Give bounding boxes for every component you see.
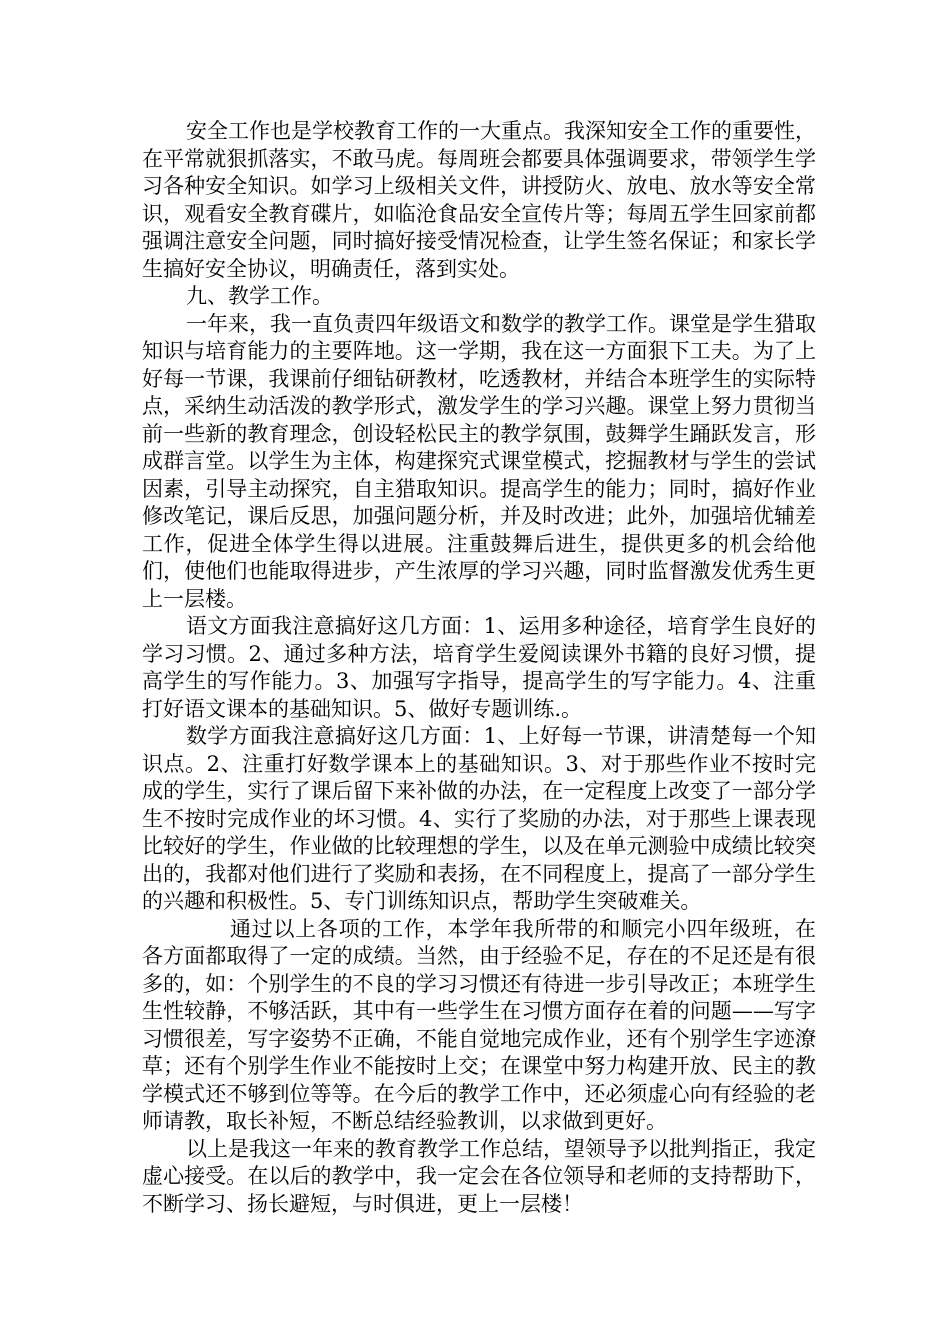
paragraph-achievements-shortcomings: 通过以上各项的工作，本学年我所带的和顺完小四年级班，在各方面都取得了一定的成绩。当然，由于经验不足，存在的不足还是有很多的，如：个别学生的不良的学习习惯还有待进一步引导改正；本班学生生性较静，不够活跃，其中有一些学生在习惯方面存在着的问题——写字习惯很差，写字姿势不正确，不能自觉地完成作业，还有个别学生字迹潦草；还有个别学生作业不能按时上交；在课堂中努力构建开放、民主的教学模式还不够到位等等。在今后的教学工作中，还必须虚心向有经验的老师请教，取长补短，不断总结经验教训，以求做到更好。 [142,916,816,1133]
section-heading-teaching-work: 九、教学工作。 [186,284,333,308]
paragraph-safety-work: 安全工作也是学校教育工作的一大重点。我深知安全工作的重要性，在平常就狠抓落实，不敢马虎。每周班会都要具体强调要求，带领学生学习各种安全知识。如学习上级相关文件，讲授防火、放电、放水等安全常识，观看安全教育碟片，如临沧食品安全宣传片等；每周五学生回家前都强调注意安全问题，同时搞好接受情况检查，让学生签名保证；和家长学生搞好安全协议，明确责任，落到实处。 [142,119,816,281]
paragraph-chinese-subject: 语文方面我注意搞好这几方面：1、运用多种途径，培育学生良好的学习习惯。2、通过多种方法，培育学生爱阅读课外书籍的良好习惯，提高学生的写作能力。3、加强写字指导，提高学生的写字能力。4、注重打好语文课本的基础知识。5、做好专题训练.。 [142,614,816,721]
paragraph-teaching-overview: 一年来，我一直负责四年级语文和数学的教学工作。课堂是学生猎取知识与培育能力的主要阵地。这一学期，我在这一方面狠下工夫。为了上好每一节课，我课前仔细钻研教材，吃透教材，并结合本班学生的实际特点，采纳生动活泼的教学形式，激发学生的学习兴趣。课堂上努力贯彻当前一些新的教育理念，创设轻松民主的教学氛围，鼓舞学生踊跃发言，形成群言堂。以学生为主体，构建探究式课堂模式，挖掘教材与学生的尝试因素，引导主动探究，自主猎取知识。提高学生的能力；同时，搞好作业修改笔记，课后反思，加强问题分析，并及时改进；此外，加强培优辅差工作，促进全体学生得以进展。注重鼓舞后进生，提供更多的机会给他们，使他们也能取得进步，产生浓厚的学习兴趣，同时监督激发优秀生更上一层楼。 [142,311,816,611]
paragraph-conclusion: 以上是我这一年来的教育教学工作总结，望领导予以批判指正，我定虚心接受。在以后的教学中，我一定会在各位领导和老师的支持帮助下，不断学习、扬长避短，与时俱进，更上一层楼！ [142,1136,816,1216]
paragraph-math-subject: 数学方面我注意搞好这几方面：1、上好每一节课，讲清楚每一个知识点。2、注重打好数学课本上的基础知识。3、对于那些作业不按时完成的学生，实行了课后留下来补做的办法，在一定程度上改变了一部分学生不按时完成作业的坏习惯。4、实行了奖励的办法，对于那些上课表现比较好的学生，作业做的比较理想的学生，以及在单元测验中成绩比较突出的，我都对他们进行了奖励和表扬，在不同程度上，提高了一部分学生的兴趣和积极性。5、专门训练知识点，帮助学生突破难关。 [142,724,816,913]
document-body [142,118,816,1218]
